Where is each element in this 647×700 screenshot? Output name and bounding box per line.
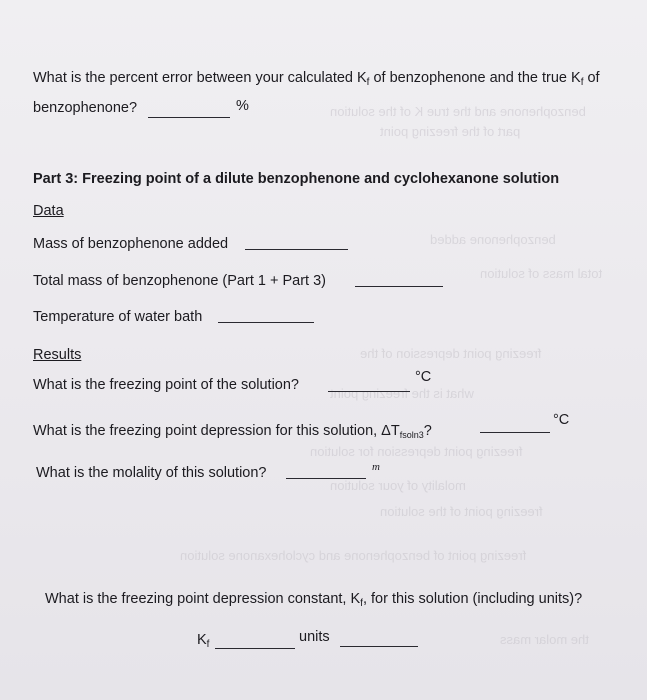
- total-mass-label: Total mass of benzophenone (Part 1 + Part 3): [33, 273, 326, 289]
- kf-label: $K_f$: [197, 632, 210, 650]
- water-bath-label: Temperature of water bath: [33, 309, 203, 325]
- depression-question: What is the freezing point depression for this solution, $\Delta T_{fsoln3}$?: [33, 423, 432, 440]
- kf-constant-question: What is the freezing point depression constant, $K_f$, for this solution (including units)?: [45, 591, 583, 609]
- molality-answer-line[interactable]: [286, 478, 366, 479]
- kf-answer-line[interactable]: [215, 648, 295, 649]
- bleed-through-text: benzophenone added: [430, 232, 556, 247]
- bleed-through-text: benzophenone and the true K of the solution: [330, 104, 586, 119]
- units-answer-line[interactable]: [340, 646, 418, 647]
- bleed-through-text: molality of your solution: [330, 478, 466, 493]
- part3-heading: Part 3: Freezing point of a dilute benzophenone and cyclohexanone solution: [33, 171, 560, 187]
- total-mass-answer-line[interactable]: [355, 286, 443, 287]
- water-bath-answer-line[interactable]: [218, 322, 314, 323]
- mass-added-label: Mass of benzophenone added: [33, 236, 229, 252]
- molality-question: What is the molality of this solution?: [36, 465, 267, 481]
- data-section-label: Data: [33, 203, 64, 219]
- freezing-point-unit: °C: [415, 369, 432, 385]
- percent-unit: %: [236, 98, 249, 114]
- units-label: units: [299, 629, 330, 645]
- percent-error-question-line2: benzophenone?: [33, 100, 138, 116]
- bleed-through-text: part of the freezing point: [380, 124, 521, 139]
- bleed-through-text: freezing point depression of the: [360, 346, 542, 361]
- molality-unit: m: [372, 461, 380, 473]
- mass-added-answer-line[interactable]: [245, 249, 348, 250]
- bleed-through-text: total mass of solution: [480, 266, 603, 281]
- depression-unit: °C: [553, 412, 570, 428]
- bleed-through-text: freezing point depression for solution: [310, 444, 523, 459]
- bleed-through-text: freezing point of the solution: [380, 504, 543, 519]
- bleed-through-text: freezing point of benzophenone and cyclohexanone solution: [180, 548, 527, 563]
- results-section-label: Results: [33, 347, 82, 363]
- bleed-through-text: what is the freezing point: [330, 386, 474, 401]
- freezing-point-question: What is the freezing point of the solution?: [33, 377, 299, 393]
- percent-error-answer-line[interactable]: [148, 117, 230, 118]
- freezing-point-answer-line[interactable]: [328, 391, 410, 392]
- percent-error-question: What is the percent error between your calculated $K_f$ of benzophenone and the true $K_f$ of: [33, 70, 600, 88]
- depression-answer-line[interactable]: [480, 432, 550, 433]
- bleed-through-text: the molar mass: [500, 632, 589, 647]
